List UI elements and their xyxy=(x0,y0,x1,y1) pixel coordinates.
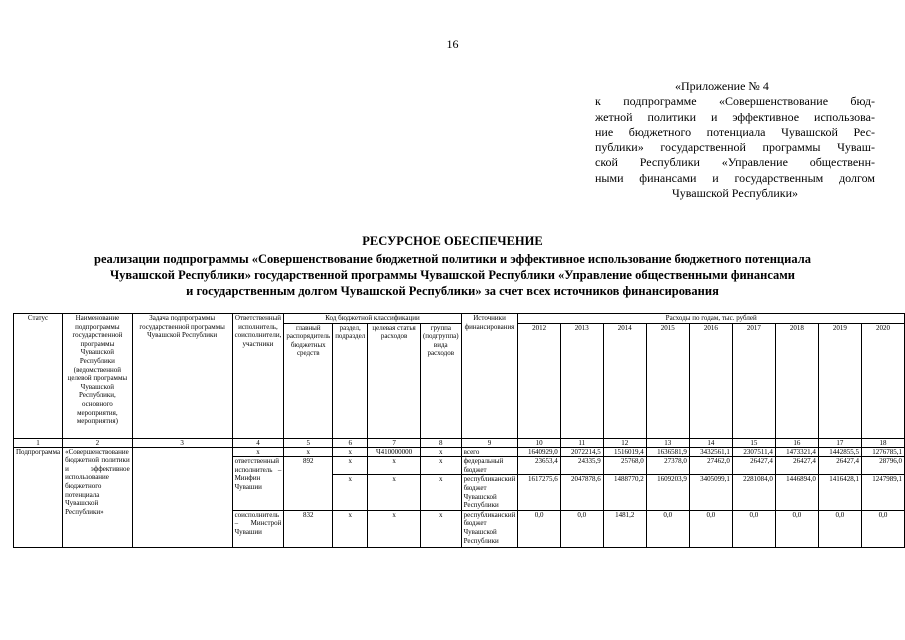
column-number: 16 xyxy=(775,438,818,447)
cell-group: x xyxy=(420,457,461,475)
header-year: 2012 xyxy=(518,323,560,438)
column-number: 4 xyxy=(232,438,284,447)
header-name: Наименование подпрограммы государственной программы Чувашской Республики (ведомственной целевой программы Чувашской Республики, основного мероприятия, мероприятия) xyxy=(63,314,133,439)
header-status: Статус xyxy=(14,314,63,439)
column-number: 12 xyxy=(603,438,646,447)
column-number: 17 xyxy=(818,438,861,447)
cell-value: 0,0 xyxy=(518,510,560,547)
header-budget-code: Код бюджетной классификации xyxy=(284,314,461,324)
cell-value: 0,0 xyxy=(818,510,861,547)
column-number: 10 xyxy=(518,438,560,447)
cell-value: 0,0 xyxy=(861,510,904,547)
cell-value: 28796,0 xyxy=(861,457,904,475)
document-subtitle xyxy=(20,251,885,299)
header-year: 2020 xyxy=(861,323,904,438)
cell-value: 0,0 xyxy=(646,510,689,547)
cell-group: x xyxy=(420,447,461,457)
column-number: 6 xyxy=(333,438,368,447)
column-number: 15 xyxy=(732,438,775,447)
cell-grbs: 832 xyxy=(284,510,333,547)
column-number: 9 xyxy=(461,438,518,447)
subtitle-line: Чувашской Республики» государственной программы Чувашской Республики «Управление общественными финансами xyxy=(109,268,795,282)
cell-value: 0,0 xyxy=(689,510,732,547)
cell-value: 3432561,1 xyxy=(689,447,732,457)
cell-value: 1636581,9 xyxy=(646,447,689,457)
subtitle-line: реализации подпрограммы «Совершенствование бюджетной политики и эффективное использование бюджетного потенциала xyxy=(94,252,811,266)
cell-value: 0,0 xyxy=(775,510,818,547)
cell-value: 1247989,1 xyxy=(861,475,904,510)
appendix-line: ными финансами и государственным долгом xyxy=(595,170,875,185)
cell-name: «Совершенствование бюджетной политики и эффективное использование бюджетного потенциала Чувашской Республики» xyxy=(63,447,133,547)
cell-source: республиканский бюджет Чувашской Республики xyxy=(461,475,518,510)
cell-target: x xyxy=(368,510,421,547)
cell-value: 25768,0 xyxy=(603,457,646,475)
column-number: 14 xyxy=(689,438,732,447)
cell-executor: соисполнитель – Минстрой Чувашии xyxy=(232,510,284,547)
cell-source: всего xyxy=(461,447,518,457)
cell-task xyxy=(132,447,232,547)
appendix-line: публики» государственной программы Чуваш- xyxy=(595,140,875,155)
cell-value: 2072214,5 xyxy=(560,447,603,457)
cell-section: x xyxy=(333,510,368,547)
appendix-line: жетной политики и эффективное использова- xyxy=(595,109,875,124)
cell-value: 2281084,0 xyxy=(732,475,775,510)
cell-section: x xyxy=(333,475,368,510)
appendix-line: Чувашской Республики» xyxy=(671,186,799,201)
cell-value: 26427,4 xyxy=(732,457,775,475)
appendix-note xyxy=(595,79,875,201)
header-executor: Ответственный исполнитель, соисполнители, участники xyxy=(232,314,284,439)
cell-value: 2047878,6 xyxy=(560,475,603,510)
subtitle-line: и государственным долгом Чувашской Республики» за счет всех источников финансирования xyxy=(186,284,719,298)
cell-section: x xyxy=(333,447,368,457)
cell-source: республиканский бюджет Чувашской Республики xyxy=(461,510,518,547)
cell-target: x xyxy=(368,475,421,510)
column-number: 13 xyxy=(646,438,689,447)
cell-value: 1488770,2 xyxy=(603,475,646,510)
header-year: 2015 xyxy=(646,323,689,438)
column-number: 11 xyxy=(560,438,603,447)
header-group: группа (подгруппа) вида расходов xyxy=(420,323,461,438)
cell-source: федеральный бюджет xyxy=(461,457,518,475)
appendix-line: ской Республики «Управление общественн- xyxy=(595,155,875,170)
header-target: целевая статья расходов xyxy=(368,323,421,438)
table-header-row xyxy=(14,314,905,324)
document-title: РЕСУРСНОЕ ОБЕСПЕЧЕНИЕ xyxy=(362,234,543,248)
cell-value: 1640929,0 xyxy=(518,447,560,457)
header-expenses: Расходы по годам, тыс. рублей xyxy=(518,314,905,324)
cell-value: 0,0 xyxy=(732,510,775,547)
cell-grbs: x xyxy=(284,447,333,457)
cell-executor: ответственный исполнитель – Минфин Чувашии xyxy=(232,457,284,511)
appendix-line: к подпрограмме «Совершенствование бюд- xyxy=(595,94,875,109)
cell-status: Подпрограмма xyxy=(14,447,63,547)
cell-value: 1416428,1 xyxy=(818,475,861,510)
resource-table xyxy=(13,313,905,548)
header-year: 2014 xyxy=(603,323,646,438)
cell-value: 1609203,9 xyxy=(646,475,689,510)
header-grbs: главный распорядитель бюджетных средств xyxy=(284,323,333,438)
cell-value: 26427,4 xyxy=(818,457,861,475)
cell-value: 27378,0 xyxy=(646,457,689,475)
cell-value: 1446894,0 xyxy=(775,475,818,510)
header-section: раздел, подраздел xyxy=(333,323,368,438)
cell-value: 26427,4 xyxy=(775,457,818,475)
cell-value: 0,0 xyxy=(560,510,603,547)
cell-value: 1617275,6 xyxy=(518,475,560,510)
cell-value: 1516019,4 xyxy=(603,447,646,457)
column-number: 7 xyxy=(368,438,421,447)
cell-group: x xyxy=(420,475,461,510)
cell-value: 3405099,1 xyxy=(689,475,732,510)
header-year: 2016 xyxy=(689,323,732,438)
header-sources: Источники финансирования xyxy=(461,314,518,439)
column-number: 5 xyxy=(284,438,333,447)
table-row xyxy=(14,447,905,457)
appendix-line: ние бюджетного потенциала Чувашской Рес- xyxy=(595,124,875,139)
cell-executor: x xyxy=(232,447,284,457)
cell-section: x xyxy=(333,457,368,475)
header-year: 2013 xyxy=(560,323,603,438)
header-year: 2018 xyxy=(775,323,818,438)
column-number: 1 xyxy=(14,438,63,447)
cell-target: Ч410000000 xyxy=(368,447,421,457)
cell-value: 1481,2 xyxy=(603,510,646,547)
page-number: 16 xyxy=(446,37,459,51)
column-number: 18 xyxy=(861,438,904,447)
column-number-row xyxy=(14,438,905,447)
cell-value: 23653,4 xyxy=(518,457,560,475)
column-number: 8 xyxy=(420,438,461,447)
cell-target: x xyxy=(368,457,421,475)
cell-value: 2307511,4 xyxy=(732,447,775,457)
cell-group: x xyxy=(420,510,461,547)
header-year: 2017 xyxy=(732,323,775,438)
appendix-line: «Приложение № 4 xyxy=(675,79,769,93)
cell-value: 1276785,1 xyxy=(861,447,904,457)
column-number: 2 xyxy=(63,438,133,447)
cell-value: 1473321,4 xyxy=(775,447,818,457)
header-task: Задача подпрограммы государственной программы Чувашской Республики xyxy=(132,314,232,439)
cell-value: 24335,9 xyxy=(560,457,603,475)
cell-value: 1442855,5 xyxy=(818,447,861,457)
cell-value: 27462,0 xyxy=(689,457,732,475)
cell-grbs: 892 xyxy=(284,457,333,511)
header-year: 2019 xyxy=(818,323,861,438)
column-number: 3 xyxy=(132,438,232,447)
